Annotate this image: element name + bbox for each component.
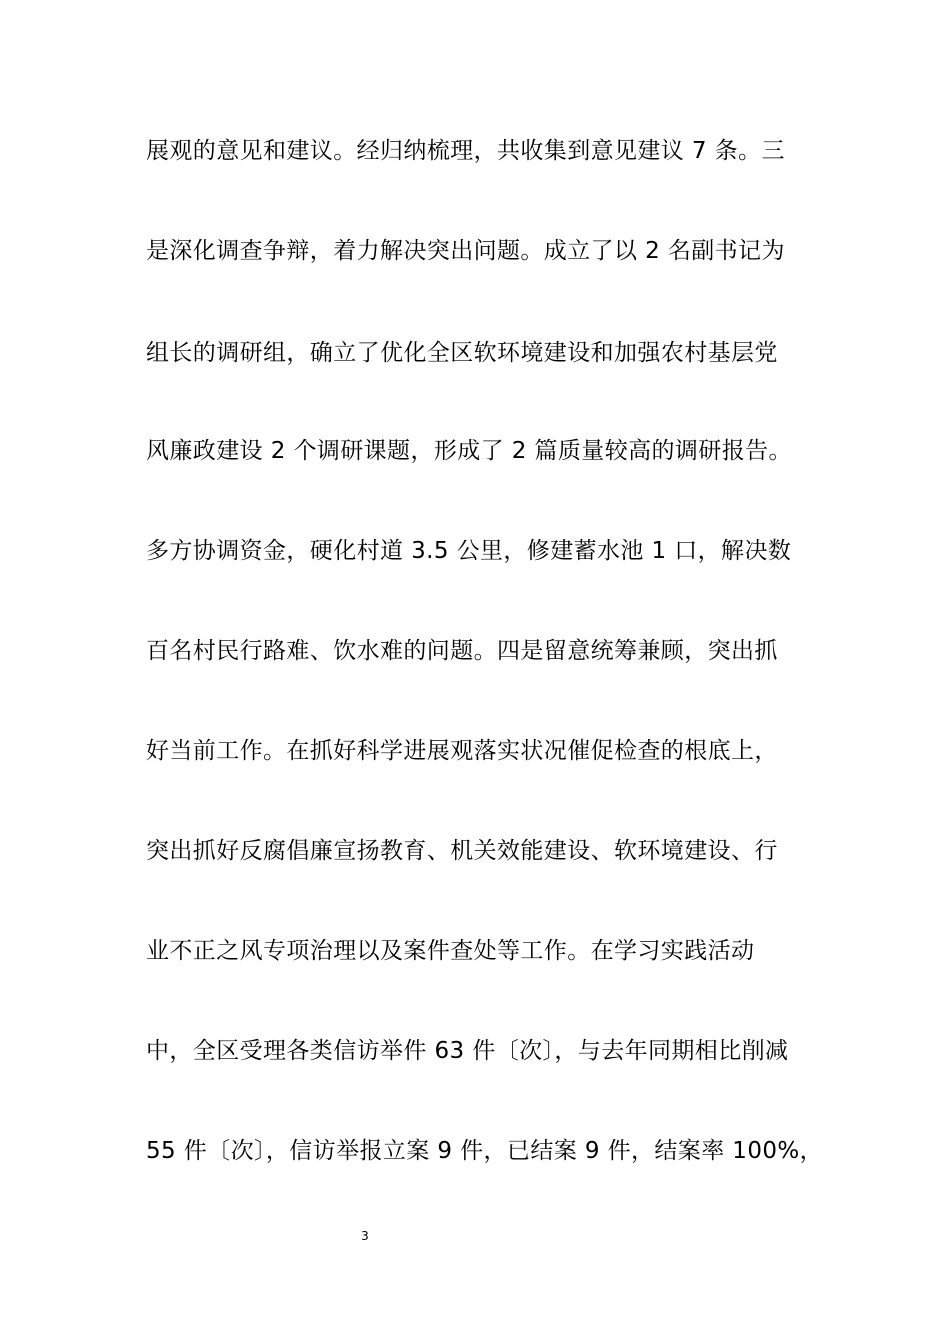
text-line: 多方协调资金，硬化村道 3.5 公里，修建蓄水池 1 口，解决数: [146, 538, 792, 564]
text-line: 风廉政建设 2 个调研课题，形成了 2 篇质量较高的调研报告。: [146, 438, 792, 464]
text-line: 百名村民行路难、饮水难的问题。四是留意统筹兼顾，突出抓: [146, 638, 778, 664]
text-line: 突出抓好反腐倡廉宣扬教育、机关效能建设、软环境建设、行: [146, 838, 778, 864]
text-line: 是深化调查争辩，着力解决突出问题。成立了以 2 名副书记为: [146, 238, 785, 264]
text-line: 中，全区受理各类信访举件 63 件〔次〕，与去年同期相比削减: [146, 1038, 789, 1064]
text-line: 组长的调研组，确立了优化全区软环境建设和加强农村基层党: [146, 340, 778, 366]
text-line: 业不正之风专项治理以及案件查处等工作。在学习实践活动: [146, 938, 755, 964]
text-line: 好当前工作。在抓好科学进展观落实状况催促检查的根底上，: [146, 738, 778, 764]
text-line: 展观的意见和建议。经归纳梳理，共收集到意见建议 7 条。三: [146, 138, 785, 164]
text-line: 55 件〔次〕，信访举报立案 9 件，已结案 9 件，结案率 100%，: [146, 1138, 824, 1164]
page-number: 3: [361, 1229, 369, 1243]
